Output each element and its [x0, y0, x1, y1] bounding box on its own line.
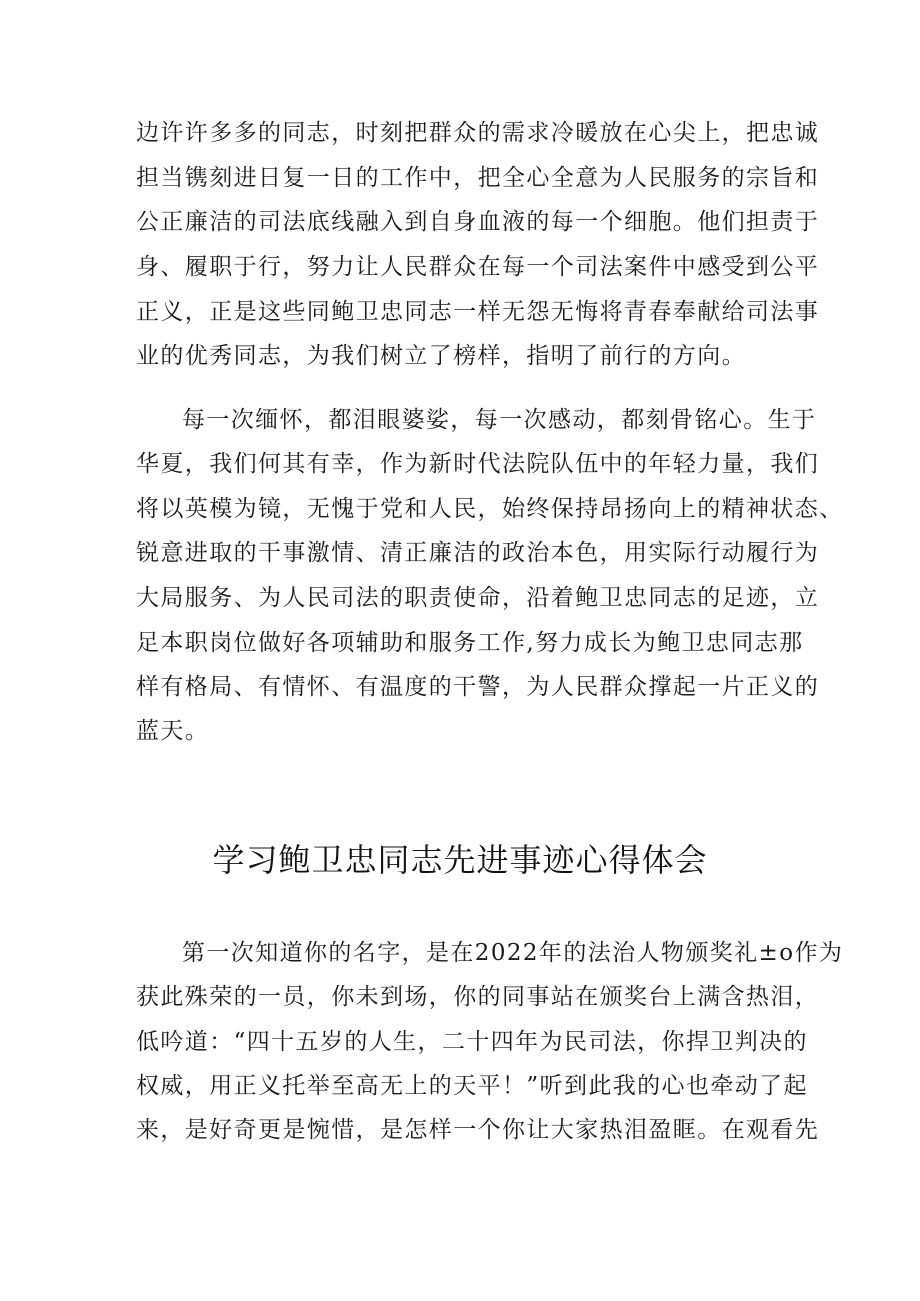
paragraph-line: 每一次缅怀，都泪眼婆娑，每一次感动，都刻骨铭心。生于	[182, 407, 817, 433]
paragraph-line: 锐意进取的干事激情、清正廉洁的政治本色，用实际行动履行为	[136, 540, 820, 566]
paragraph-line: 第一次知道你的名字，是在2022年的法治人物颁奖礼±o作为	[182, 940, 844, 966]
paragraph-line: 担当镌刻进日复一日的工作中，把全心全意为人民服务的宗旨和	[136, 165, 820, 191]
paragraph-line: 低吟道：“四十五岁的人生，二十四年为民司法，你捍卫判决的	[136, 1029, 808, 1055]
paragraph-line: 华夏，我们何其有幸，作为新时代法院队伍中的年轻力量，我们	[136, 451, 820, 477]
paragraph-line: 身、履职于行，努力让人民群众在每一个司法案件中感受到公平	[136, 254, 820, 280]
paragraph-line: 边许许多多的同志，时刻把群众的需求冷暖放在心尖上，把忠诚	[136, 120, 820, 146]
paragraph-line: 将以英模为镜，无愧于党和人民，始终保持昂扬向上的精神状态、	[136, 496, 844, 522]
paragraph-line: 权威，用正义托举至高无上的天平！”听到此我的心也牵动了起	[136, 1073, 808, 1099]
paragraph-line: 获此殊荣的一员，你未到场，你的同事站在颁奖台上满含热泪，	[136, 984, 820, 1010]
paragraph-line: 正义，正是这些同鲍卫忠同志一样无怨无悔将青春奉献给司法事	[136, 299, 820, 325]
paragraph-line: 大局服务、为人民司法的职责使命，沿着鲍卫忠同志的足迹，立	[136, 585, 820, 611]
paragraph-line: 公正廉洁的司法底线融入到自身血液的每一个细胞。他们担责于	[136, 209, 820, 235]
paragraph-line: 来，是好奇更是惋惜，是怎样一个你让大家热泪盈眶。在观看先	[136, 1117, 820, 1143]
article-title: 学习鲍卫忠同志先进事迹心得体会	[212, 841, 708, 879]
paragraph-line: 足本职岗位做好各项辅助和服务工作,努力成长为鲍卫忠同志那	[136, 630, 804, 656]
paragraph-line: 业的优秀同志，为我们树立了榜样，指明了前行的方向。	[136, 343, 746, 369]
paragraph-line: 蓝天。	[136, 718, 210, 744]
paragraph-line: 样有格局、有情怀、有温度的干警，为人民群众撑起一片正义的	[136, 674, 820, 700]
